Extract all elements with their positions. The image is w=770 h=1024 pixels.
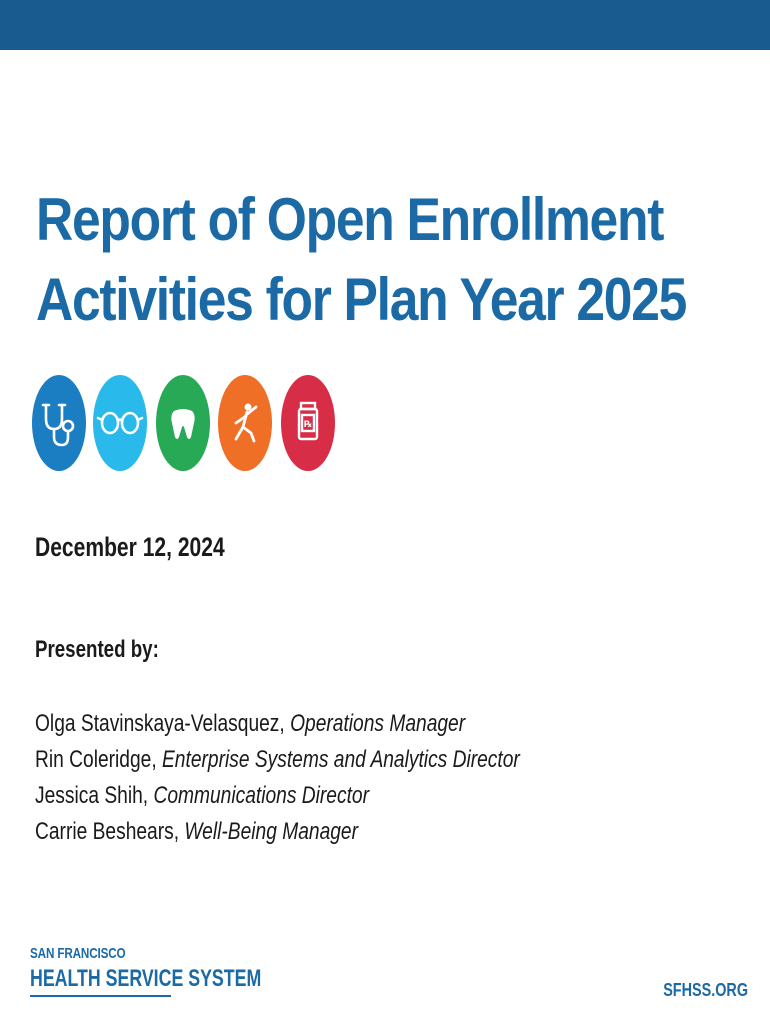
presenter-name: Olga Stavinskaya-Velasquez, <box>35 710 285 737</box>
logo-underline <box>30 995 171 997</box>
presenter-role: Operations Manager <box>290 710 466 737</box>
presenter-list <box>35 706 641 850</box>
svg-text:℞: ℞ <box>303 420 313 430</box>
presenter-name: Carrie Beshears, <box>35 818 180 845</box>
presenter-role: Communications Director <box>153 782 369 809</box>
logo-org-name: HEALTH SERVICE SYSTEM <box>30 965 262 992</box>
logo-city: SAN FRANCISCO <box>30 945 126 962</box>
stretching-person-icon <box>218 375 272 471</box>
header-band <box>0 0 770 50</box>
presenter-item <box>35 778 520 814</box>
presenter-role: Enterprise Systems and Analytics Director <box>162 746 520 773</box>
sfhss-logo <box>30 945 343 997</box>
title-line-1: Report of Open Enrollment <box>36 186 664 253</box>
presented-by-label: Presented by: <box>35 636 159 663</box>
prescription-bottle-icon <box>281 375 335 471</box>
page-title <box>36 180 687 340</box>
stethoscope-icon <box>32 375 86 471</box>
website-url: SFHSS.ORG <box>663 980 748 1000</box>
title-line-2: Activities for Plan Year 2025 <box>36 266 687 333</box>
presenter-item <box>35 814 520 850</box>
presenter-role: Well-Being Manager <box>184 818 358 845</box>
presenter-name: Jessica Shih, <box>35 782 149 809</box>
eyeglasses-icon <box>93 375 147 471</box>
tooth-icon <box>156 375 210 471</box>
presenter-item <box>35 706 520 742</box>
presentation-date: December 12, 2024 <box>35 532 225 562</box>
presenter-item <box>35 742 520 778</box>
presenter-name: Rin Coleridge, <box>35 746 157 773</box>
